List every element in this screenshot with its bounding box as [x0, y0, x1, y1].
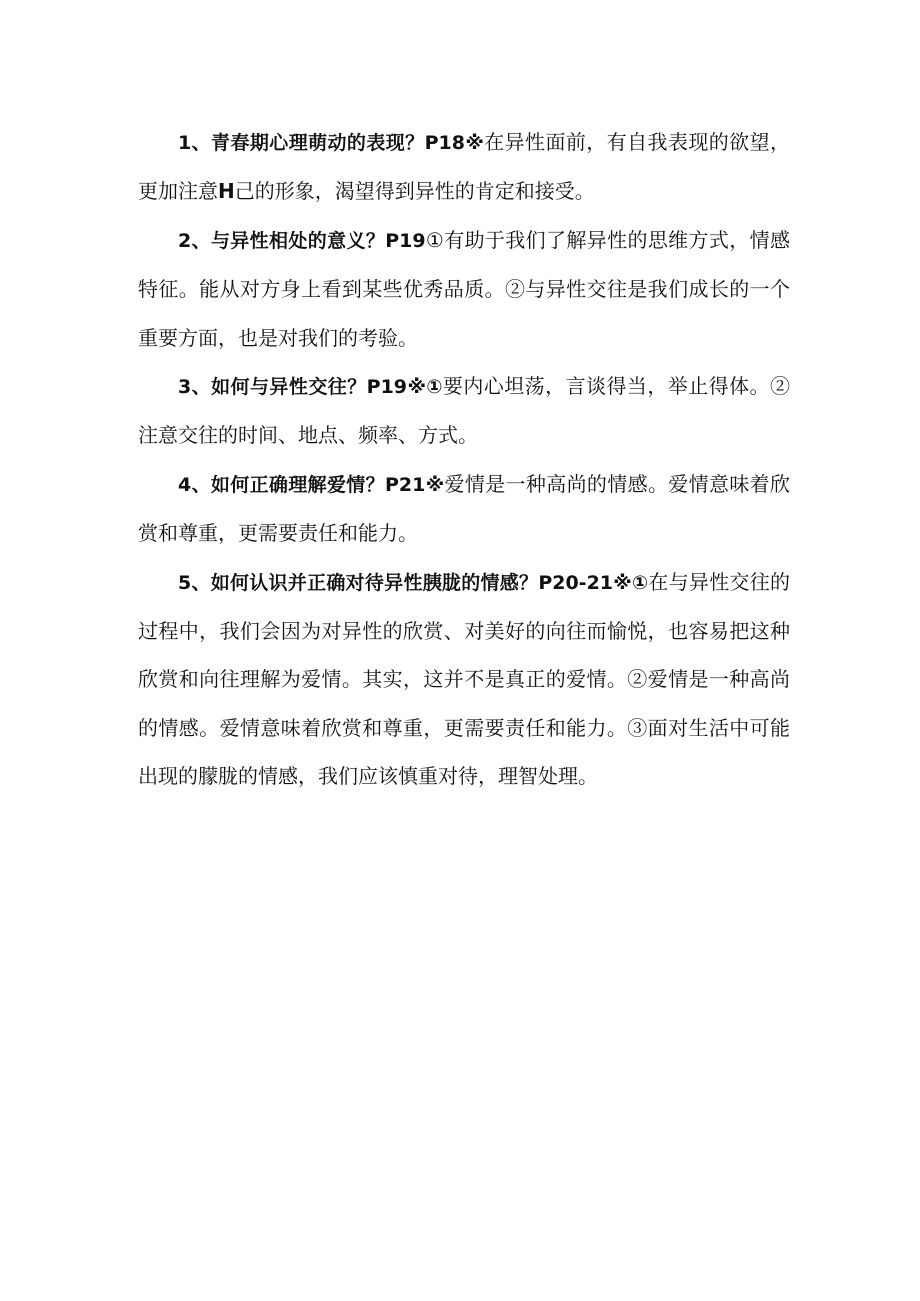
answer-1-part-a: 在异性面前，有自我表现的欲望，更加注意	[138, 130, 790, 204]
qa-item-4	[138, 460, 790, 558]
answer-1-part-b: 己的形象，渴望得到异性的肯定和接受。	[234, 179, 595, 204]
qa-item-2	[138, 216, 790, 362]
question-4: 4、如何正确理解爱情？P21※	[178, 473, 445, 496]
question-1: 1、青春期心理萌动的表现？P18※	[178, 132, 485, 154]
document-page	[138, 118, 790, 801]
answer-2: ①有助于我们了解异性的思维方式，情感特征。能从对方身上看到某些优秀品质。②与异性交往是我们成长的一个重要方面，也是对我们的考验。	[138, 227, 790, 350]
question-5: 5、如何认识并正确对待异性胰胧的情感？P20-21※①	[178, 571, 649, 594]
answer-4: 爱情是一种高尚的情感。爱情意味着欣赏和尊重，更需要责任和能力。	[138, 471, 790, 546]
answer-1-bold-char: H	[218, 179, 235, 204]
qa-item-1	[138, 118, 790, 216]
answer-5: 在与异性交往的过程中，我们会因为对异性的欣赏、对美好的向往而愉悦，也容易把这种欣赏和向往理解为爱情。其实，这并不是真正的爱情。②爱情是一种高尚的情感。爱情意味着欣赏和尊重，更需要责任和能力。③面对生活中可能出现的朦胧的情感，我们应该慎重对待，理智处理。	[138, 569, 791, 789]
qa-item-5	[138, 558, 790, 801]
question-3: 3、如何与异性交往？P19※①	[178, 376, 443, 399]
answer-3: 要内心坦荡，言谈得当，举止得体。②注意交往的时间、地点、频率、方式。	[138, 374, 790, 448]
question-2: 2、与异性相处的意义？P19	[178, 229, 426, 252]
qa-item-3	[138, 362, 790, 460]
